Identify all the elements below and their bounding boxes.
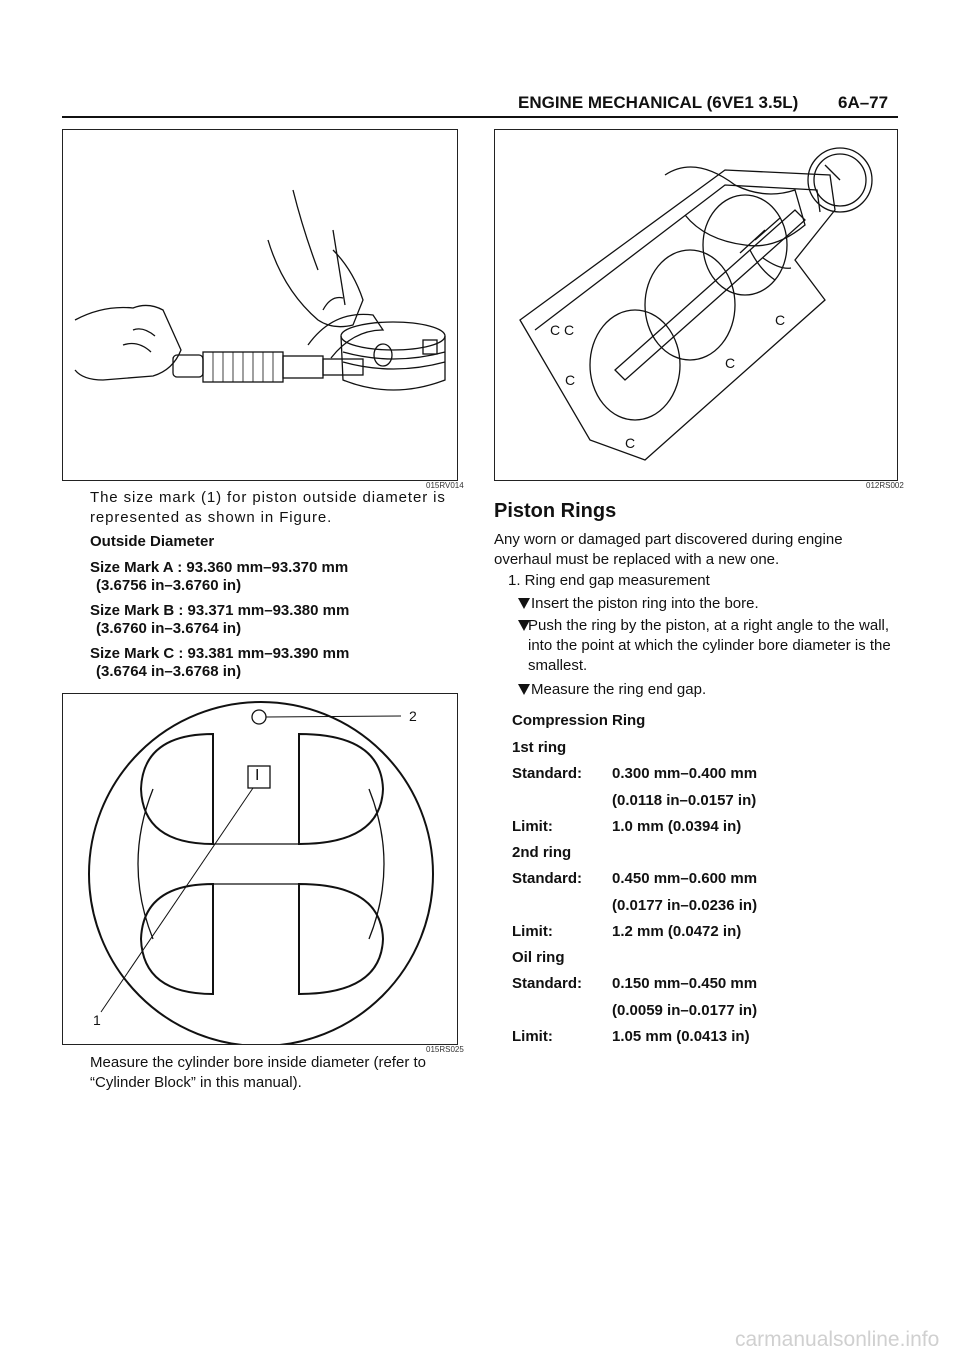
size-mark-c: Size Mark C : 93.381 mm–93.390 mm [90,645,350,662]
svg-text:C: C [565,372,576,388]
triangle-bullet-icon [518,620,530,631]
size-mark-intro: The size mark (1) for piston outside diameter is represented as shown in Figure. [90,489,446,526]
callout-2: 2 [409,708,417,724]
header-title: ENGINE MECHANICAL (6VE1 3.5L) [518,93,799,112]
size-mark-a-inches: (3.6756 in–3.6760 in) [96,577,242,594]
oil-std-mm: 0.150 mm–0.450 mm [612,975,758,992]
piston-micrometer-illustration [63,130,458,481]
bore-gauge-illustration [495,130,898,481]
oil-std-label: Standard: [512,975,583,992]
ring2-lim: 1.2 mm (0.0472 in) [612,923,742,940]
figure-piston-size-mark [62,693,458,1045]
section-title: Piston Rings [494,500,617,522]
ring2-std-in: (0.0177 in–0.0236 in) [612,897,758,914]
piston-top-illustration [63,694,458,1045]
size-mark-a: Size Mark A : 93.360 mm–93.370 mm [90,559,349,576]
figure-id: 015RS025 [426,1045,464,1054]
ring2-label: 2nd ring [512,844,572,861]
ring2-lim-label: Limit: [512,923,553,940]
footer-watermark: carmanualsonline.info [735,1328,940,1351]
oil-ring-label: Oil ring [512,949,565,966]
figure-piston-micrometer [62,129,458,481]
figure-id: 012RS002 [866,481,904,490]
callout-1: 1 [93,1012,101,1028]
step-1: 1. Ring end gap measurement [508,572,710,589]
triangle-bullet-icon [518,684,530,695]
bullet-item: Insert the piston ring into the bore. [518,594,898,614]
size-mark-c-inches: (3.6764 in–3.6768 in) [96,663,242,680]
ring1-std-label: Standard: [512,765,583,782]
svg-text:C C: C C [550,322,575,338]
outside-diameter-title: Outside Diameter [90,533,215,550]
size-mark-b: Size Mark B : 93.371 mm–93.380 mm [90,602,350,619]
spec-title: Compression Ring [512,712,646,729]
ring2-std-label: Standard: [512,870,583,887]
oil-lim-label: Limit: [512,1028,553,1045]
ring1-std-mm: 0.300 mm–0.400 mm [612,765,758,782]
oil-std-in: (0.0059 in–0.0177 in) [612,1002,758,1019]
ring2-std-mm: 0.450 mm–0.600 mm [612,870,758,887]
ring1-lim: 1.0 mm (0.0394 in) [612,818,742,835]
size-mark-b-inches: (3.6760 in–3.6764 in) [96,620,242,637]
triangle-bullet-icon [518,598,530,609]
measure-bore-text: Measure the cylinder bore inside diameter (refer to “Cylinder Block” in this manual). [90,1054,426,1091]
ring1-label: 1st ring [512,739,567,756]
page-number: 6A–77 [838,93,889,112]
oil-lim: 1.05 mm (0.0413 in) [612,1028,750,1045]
ring1-std-in: (0.0118 in–0.0157 in) [612,792,757,809]
header-rule [62,116,898,118]
size-mark-box-label: I [255,767,260,784]
ring1-lim-label: Limit: [512,818,553,835]
figure-bore-gauge [494,129,898,481]
svg-text:C: C [775,312,786,328]
figure-id: 015RV014 [426,481,464,490]
bullet-item: Measure the ring end gap. [518,680,898,700]
section-intro: Any worn or damaged part discovered during engine overhaul must be replaced with a new one. [494,531,843,568]
svg-text:C: C [625,435,636,451]
bullet-item: Push the ring by the piston, at a right angle to the wall, into the point at which the cylinder bore diameter is the smallest. [518,616,900,676]
svg-text:C: C [725,355,736,371]
